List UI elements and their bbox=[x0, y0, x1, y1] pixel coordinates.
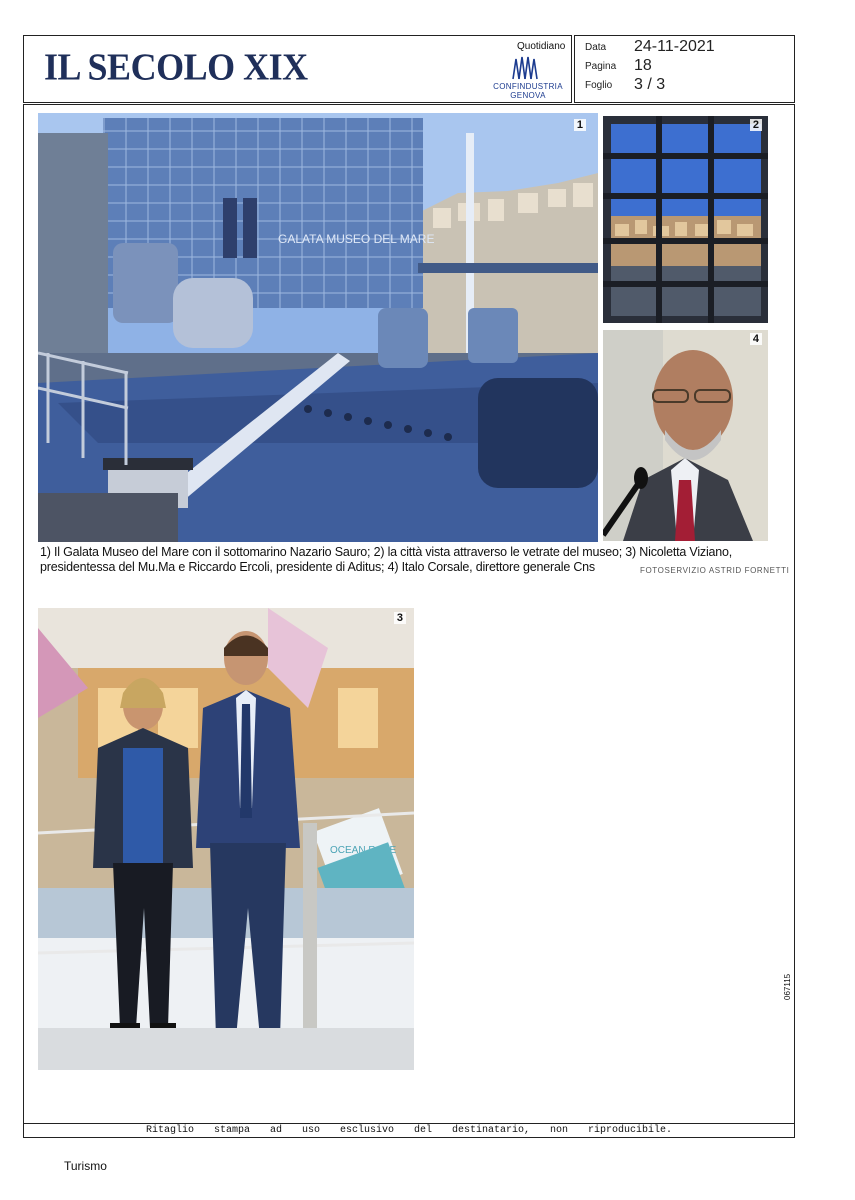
association-line1: CONFINDUSTRIA bbox=[493, 82, 563, 91]
photo-3-number: 3 bbox=[394, 612, 406, 624]
pagina-value: 18 bbox=[634, 57, 652, 74]
newspaper-masthead: IL SECOLO XIX bbox=[44, 46, 308, 88]
photo-city-window bbox=[603, 116, 768, 323]
foglio-label: Foglio bbox=[585, 80, 613, 91]
footer-divider bbox=[23, 1123, 795, 1124]
photo-credit: FOTOSERVIZIO ASTRID FORNETTI bbox=[640, 566, 790, 575]
data-value: 24-11-2021 bbox=[634, 38, 715, 55]
reproduction-notice: Ritaglio stampa ad uso esclusivo del destinatario, non riproducibile. bbox=[145, 1125, 673, 1136]
pagina-label: Pagina bbox=[585, 61, 617, 72]
photo-4-number: 4 bbox=[750, 333, 762, 345]
race-banner-text: OCEAN RACE bbox=[330, 845, 397, 856]
museum-sign-text: GALATA MUSEO DEL MARE bbox=[278, 232, 435, 246]
photo-caption: 1) Il Galata Museo del Mare con il sottomarino Nazario Sauro; 2) la città vista attraverso le vetrate del museo; 3) Nicoletta Viziano, presidentessa del Mu.Ma e Riccardo Ercoli, presidente di Aditus; 4) Italo Corsale, direttore generale Cns bbox=[40, 545, 733, 574]
document-code: 067115 bbox=[783, 973, 792, 1000]
photo-viziano-ercoli bbox=[38, 608, 414, 1070]
confindustria-label bbox=[491, 82, 565, 100]
foglio-value: 3 / 3 bbox=[634, 76, 666, 93]
section-label: Turismo bbox=[64, 1159, 107, 1173]
association-line2: GENOVA bbox=[510, 91, 546, 100]
photo-2-number: 2 bbox=[750, 119, 762, 131]
photo-galata-submarine bbox=[38, 113, 598, 542]
data-label: Data bbox=[585, 42, 607, 53]
photo-1-number: 1 bbox=[574, 119, 586, 131]
confindustria-logo-icon bbox=[510, 55, 540, 81]
quotidiano-label: Quotidiano bbox=[517, 41, 566, 52]
photo-portrait-corsale bbox=[603, 330, 768, 541]
